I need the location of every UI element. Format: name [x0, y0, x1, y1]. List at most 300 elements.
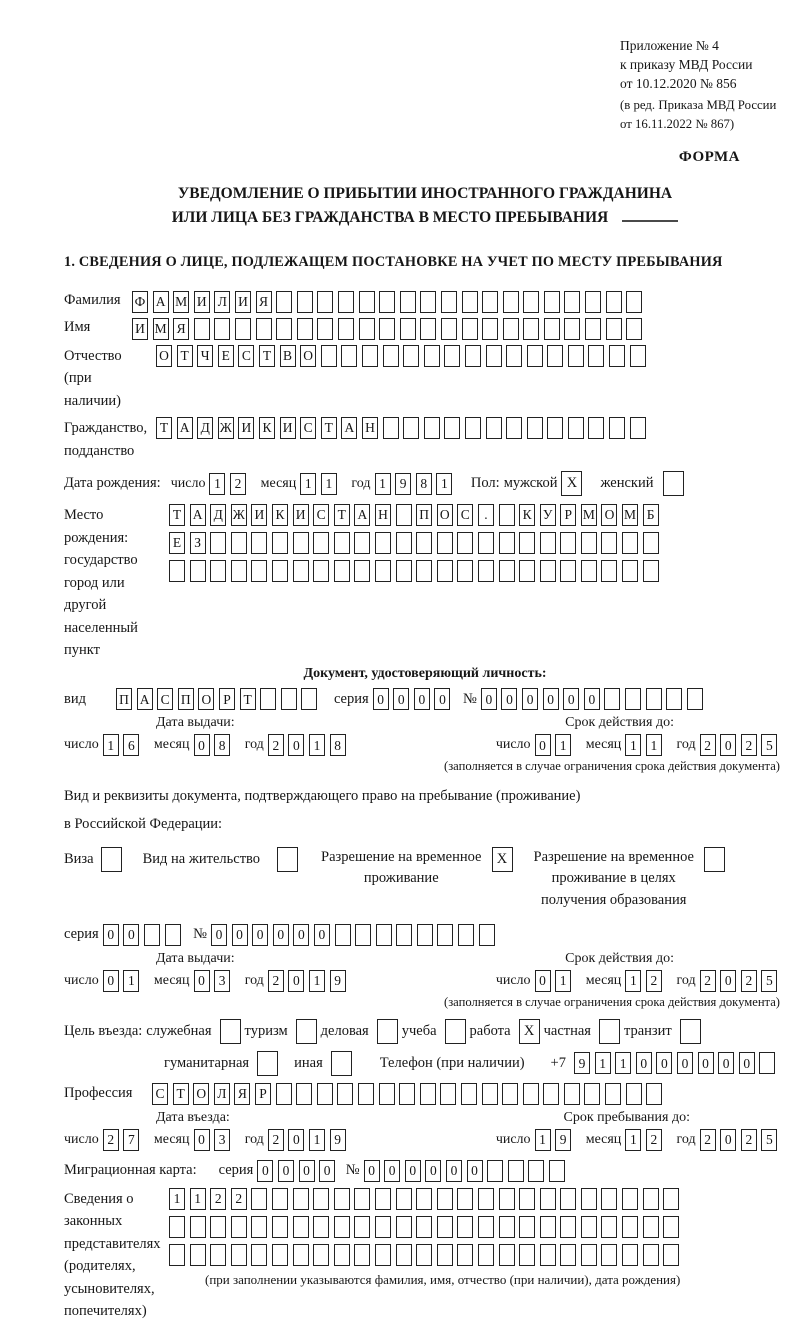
- char-cell[interactable]: [210, 1216, 226, 1238]
- char-cell[interactable]: 0: [563, 688, 579, 710]
- char-cell[interactable]: 1: [625, 970, 641, 992]
- char-cell[interactable]: 2: [230, 473, 246, 495]
- char-cell[interactable]: 0: [543, 688, 559, 710]
- visa-checkbox[interactable]: [101, 847, 122, 872]
- char-cell[interactable]: [416, 560, 432, 582]
- char-cell[interactable]: 1: [300, 473, 316, 495]
- char-cell[interactable]: .: [478, 504, 494, 526]
- char-cell[interactable]: [585, 291, 601, 313]
- char-cell[interactable]: Я: [256, 291, 272, 313]
- char-cell[interactable]: [194, 318, 210, 340]
- char-cell[interactable]: 0: [698, 1052, 714, 1074]
- char-cell[interactable]: И: [293, 504, 309, 526]
- char-cell[interactable]: [528, 1160, 544, 1182]
- char-cell[interactable]: [437, 560, 453, 582]
- char-cell[interactable]: Р: [560, 504, 576, 526]
- char-cell[interactable]: [519, 532, 535, 554]
- char-cell[interactable]: З: [190, 532, 206, 554]
- char-cell[interactable]: [560, 1188, 576, 1210]
- char-cell[interactable]: 0: [299, 1160, 315, 1182]
- char-cell[interactable]: У: [540, 504, 556, 526]
- char-cell[interactable]: Т: [156, 417, 172, 439]
- char-cell[interactable]: Р: [219, 688, 235, 710]
- char-cell[interactable]: [338, 318, 354, 340]
- char-cell[interactable]: [626, 291, 642, 313]
- char-cell[interactable]: [214, 318, 230, 340]
- female-checkbox[interactable]: [663, 471, 684, 496]
- char-cell[interactable]: [276, 291, 292, 313]
- char-cell[interactable]: [256, 318, 272, 340]
- char-cell[interactable]: А: [153, 291, 169, 313]
- char-cell[interactable]: [663, 1188, 679, 1210]
- char-cell[interactable]: 0: [446, 1160, 462, 1182]
- char-cell[interactable]: Н: [375, 504, 391, 526]
- char-cell[interactable]: [581, 560, 597, 582]
- char-cell[interactable]: 0: [384, 1160, 400, 1182]
- char-cell[interactable]: [251, 532, 267, 554]
- char-cell[interactable]: [560, 1216, 576, 1238]
- char-cell[interactable]: [272, 1244, 288, 1266]
- char-cell[interactable]: [626, 1083, 642, 1105]
- char-cell[interactable]: С: [238, 345, 254, 367]
- char-cell[interactable]: [487, 1160, 503, 1182]
- temp-residence-checkbox[interactable]: X: [492, 847, 513, 872]
- char-cell[interactable]: [297, 291, 313, 313]
- char-cell[interactable]: [379, 1083, 395, 1105]
- char-cell[interactable]: [444, 417, 460, 439]
- char-cell[interactable]: [465, 345, 481, 367]
- char-cell[interactable]: 1: [190, 1188, 206, 1210]
- char-cell[interactable]: [437, 1188, 453, 1210]
- char-cell[interactable]: [519, 1244, 535, 1266]
- char-cell[interactable]: Р: [255, 1083, 271, 1105]
- char-cell[interactable]: 0: [405, 1160, 421, 1182]
- char-cell[interactable]: 0: [364, 1160, 380, 1182]
- char-cell[interactable]: [375, 1188, 391, 1210]
- char-cell[interactable]: 2: [646, 1129, 662, 1151]
- char-cell[interactable]: О: [198, 688, 214, 710]
- char-cell[interactable]: [416, 532, 432, 554]
- char-cell[interactable]: [396, 560, 412, 582]
- char-cell[interactable]: [354, 1244, 370, 1266]
- char-cell[interactable]: 0: [288, 970, 304, 992]
- char-cell[interactable]: О: [437, 504, 453, 526]
- char-cell[interactable]: 0: [501, 688, 517, 710]
- residence-permit-checkbox[interactable]: [277, 847, 298, 872]
- char-cell[interactable]: С: [157, 688, 173, 710]
- char-cell[interactable]: 9: [395, 473, 411, 495]
- char-cell[interactable]: Т: [177, 345, 193, 367]
- char-cell[interactable]: Ж: [231, 504, 247, 526]
- char-cell[interactable]: [396, 1216, 412, 1238]
- char-cell[interactable]: [506, 345, 522, 367]
- char-cell[interactable]: 0: [278, 1160, 294, 1182]
- char-cell[interactable]: Н: [362, 417, 378, 439]
- char-cell[interactable]: [399, 1083, 415, 1105]
- char-cell[interactable]: 5: [761, 970, 777, 992]
- char-cell[interactable]: [581, 532, 597, 554]
- char-cell[interactable]: Я: [173, 318, 189, 340]
- char-cell[interactable]: [210, 560, 226, 582]
- char-cell[interactable]: 0: [434, 688, 450, 710]
- char-cell[interactable]: [499, 1188, 515, 1210]
- char-cell[interactable]: 1: [209, 473, 225, 495]
- char-cell[interactable]: 8: [330, 734, 346, 756]
- char-cell[interactable]: 5: [761, 734, 777, 756]
- char-cell[interactable]: П: [178, 688, 194, 710]
- char-cell[interactable]: [334, 560, 350, 582]
- char-cell[interactable]: [440, 1083, 456, 1105]
- char-cell[interactable]: Т: [259, 345, 275, 367]
- char-cell[interactable]: [313, 1188, 329, 1210]
- char-cell[interactable]: Я: [234, 1083, 250, 1105]
- char-cell[interactable]: [462, 291, 478, 313]
- char-cell[interactable]: 2: [700, 1129, 716, 1151]
- char-cell[interactable]: Т: [321, 417, 337, 439]
- char-cell[interactable]: [540, 532, 556, 554]
- char-cell[interactable]: [441, 318, 457, 340]
- char-cell[interactable]: [478, 532, 494, 554]
- char-cell[interactable]: [276, 318, 292, 340]
- char-cell[interactable]: [396, 924, 412, 946]
- char-cell[interactable]: [334, 532, 350, 554]
- char-cell[interactable]: [321, 345, 337, 367]
- char-cell[interactable]: [540, 1216, 556, 1238]
- char-cell[interactable]: [601, 1188, 617, 1210]
- char-cell[interactable]: [420, 1083, 436, 1105]
- char-cell[interactable]: [604, 688, 620, 710]
- char-cell[interactable]: [417, 924, 433, 946]
- char-cell[interactable]: 1: [309, 734, 325, 756]
- char-cell[interactable]: 8: [214, 734, 230, 756]
- purpose-official-checkbox[interactable]: [220, 1019, 241, 1044]
- char-cell[interactable]: [478, 1188, 494, 1210]
- char-cell[interactable]: [462, 318, 478, 340]
- purpose-humanitarian-checkbox[interactable]: [257, 1051, 278, 1076]
- char-cell[interactable]: [502, 1083, 518, 1105]
- char-cell[interactable]: 0: [194, 734, 210, 756]
- char-cell[interactable]: [499, 532, 515, 554]
- char-cell[interactable]: 0: [288, 1129, 304, 1151]
- char-cell[interactable]: [354, 560, 370, 582]
- char-cell[interactable]: [519, 1188, 535, 1210]
- char-cell[interactable]: Ч: [197, 345, 213, 367]
- char-cell[interactable]: [337, 1083, 353, 1105]
- char-cell[interactable]: [625, 688, 641, 710]
- char-cell[interactable]: 0: [314, 924, 330, 946]
- char-cell[interactable]: [165, 924, 181, 946]
- char-cell[interactable]: [601, 532, 617, 554]
- char-cell[interactable]: [251, 560, 267, 582]
- char-cell[interactable]: [540, 560, 556, 582]
- char-cell[interactable]: [317, 1083, 333, 1105]
- char-cell[interactable]: [646, 688, 662, 710]
- char-cell[interactable]: Е: [169, 532, 185, 554]
- char-cell[interactable]: [375, 1216, 391, 1238]
- char-cell[interactable]: [630, 345, 646, 367]
- char-cell[interactable]: [478, 560, 494, 582]
- char-cell[interactable]: [666, 688, 682, 710]
- char-cell[interactable]: [313, 1244, 329, 1266]
- char-cell[interactable]: [296, 1083, 312, 1105]
- char-cell[interactable]: 9: [574, 1052, 590, 1074]
- char-cell[interactable]: 0: [481, 688, 497, 710]
- char-cell[interactable]: Д: [197, 417, 213, 439]
- char-cell[interactable]: [375, 532, 391, 554]
- char-cell[interactable]: [169, 1244, 185, 1266]
- char-cell[interactable]: 3: [214, 1129, 230, 1151]
- char-cell[interactable]: 0: [252, 924, 268, 946]
- char-cell[interactable]: [383, 417, 399, 439]
- char-cell[interactable]: О: [193, 1083, 209, 1105]
- char-cell[interactable]: 1: [169, 1188, 185, 1210]
- char-cell[interactable]: [420, 318, 436, 340]
- char-cell[interactable]: 2: [231, 1188, 247, 1210]
- char-cell[interactable]: [544, 318, 560, 340]
- char-cell[interactable]: Б: [643, 504, 659, 526]
- char-cell[interactable]: 0: [425, 1160, 441, 1182]
- char-cell[interactable]: 1: [375, 473, 391, 495]
- char-cell[interactable]: [458, 924, 474, 946]
- char-cell[interactable]: С: [457, 504, 473, 526]
- char-cell[interactable]: [503, 291, 519, 313]
- char-cell[interactable]: [588, 345, 604, 367]
- char-cell[interactable]: [293, 1216, 309, 1238]
- char-cell[interactable]: [231, 1244, 247, 1266]
- char-cell[interactable]: [479, 924, 495, 946]
- char-cell[interactable]: [335, 924, 351, 946]
- char-cell[interactable]: [540, 1188, 556, 1210]
- char-cell[interactable]: [606, 291, 622, 313]
- char-cell[interactable]: [313, 560, 329, 582]
- purpose-private-checkbox[interactable]: [599, 1019, 620, 1044]
- char-cell[interactable]: [437, 924, 453, 946]
- char-cell[interactable]: [581, 1216, 597, 1238]
- char-cell[interactable]: А: [177, 417, 193, 439]
- char-cell[interactable]: [564, 291, 580, 313]
- char-cell[interactable]: [260, 688, 276, 710]
- char-cell[interactable]: М: [153, 318, 169, 340]
- char-cell[interactable]: [609, 345, 625, 367]
- char-cell[interactable]: 0: [720, 970, 736, 992]
- char-cell[interactable]: [376, 924, 392, 946]
- char-cell[interactable]: И: [235, 291, 251, 313]
- char-cell[interactable]: [437, 1216, 453, 1238]
- char-cell[interactable]: 0: [535, 970, 551, 992]
- char-cell[interactable]: 1: [555, 970, 571, 992]
- char-cell[interactable]: 5: [761, 1129, 777, 1151]
- char-cell[interactable]: [601, 560, 617, 582]
- char-cell[interactable]: [643, 1244, 659, 1266]
- char-cell[interactable]: [646, 1083, 662, 1105]
- char-cell[interactable]: 0: [414, 688, 430, 710]
- purpose-other-checkbox[interactable]: [331, 1051, 352, 1076]
- char-cell[interactable]: [169, 560, 185, 582]
- char-cell[interactable]: 1: [615, 1052, 631, 1074]
- char-cell[interactable]: [276, 1083, 292, 1105]
- char-cell[interactable]: [231, 560, 247, 582]
- char-cell[interactable]: [210, 532, 226, 554]
- char-cell[interactable]: 0: [211, 924, 227, 946]
- char-cell[interactable]: [687, 688, 703, 710]
- char-cell[interactable]: [231, 532, 247, 554]
- char-cell[interactable]: И: [280, 417, 296, 439]
- char-cell[interactable]: [383, 345, 399, 367]
- char-cell[interactable]: [437, 1244, 453, 1266]
- purpose-study-checkbox[interactable]: [445, 1019, 466, 1044]
- char-cell[interactable]: [643, 532, 659, 554]
- char-cell[interactable]: [601, 1244, 617, 1266]
- char-cell[interactable]: [457, 1244, 473, 1266]
- char-cell[interactable]: [622, 1216, 638, 1238]
- char-cell[interactable]: [169, 1216, 185, 1238]
- char-cell[interactable]: 2: [646, 970, 662, 992]
- char-cell[interactable]: [272, 1216, 288, 1238]
- char-cell[interactable]: 0: [636, 1052, 652, 1074]
- char-cell[interactable]: [508, 1160, 524, 1182]
- purpose-work-checkbox[interactable]: X: [519, 1019, 540, 1044]
- edu-residence-checkbox[interactable]: [704, 847, 725, 872]
- char-cell[interactable]: [403, 417, 419, 439]
- char-cell[interactable]: 1: [103, 734, 119, 756]
- char-cell[interactable]: [523, 318, 539, 340]
- char-cell[interactable]: 2: [700, 970, 716, 992]
- char-cell[interactable]: [499, 560, 515, 582]
- char-cell[interactable]: [663, 1244, 679, 1266]
- char-cell[interactable]: 0: [273, 924, 289, 946]
- char-cell[interactable]: [235, 318, 251, 340]
- char-cell[interactable]: [544, 291, 560, 313]
- char-cell[interactable]: А: [341, 417, 357, 439]
- char-cell[interactable]: Л: [214, 291, 230, 313]
- char-cell[interactable]: Т: [173, 1083, 189, 1105]
- char-cell[interactable]: 2: [103, 1129, 119, 1151]
- char-cell[interactable]: 0: [535, 734, 551, 756]
- char-cell[interactable]: 0: [123, 924, 139, 946]
- char-cell[interactable]: 0: [720, 1129, 736, 1151]
- char-cell[interactable]: [547, 345, 563, 367]
- char-cell[interactable]: [355, 924, 371, 946]
- char-cell[interactable]: 1: [555, 734, 571, 756]
- char-cell[interactable]: [424, 417, 440, 439]
- char-cell[interactable]: [543, 1083, 559, 1105]
- char-cell[interactable]: 1: [535, 1129, 551, 1151]
- char-cell[interactable]: 0: [522, 688, 538, 710]
- char-cell[interactable]: [499, 1244, 515, 1266]
- char-cell[interactable]: [560, 1244, 576, 1266]
- char-cell[interactable]: 1: [646, 734, 662, 756]
- char-cell[interactable]: 1: [625, 734, 641, 756]
- char-cell[interactable]: [663, 1216, 679, 1238]
- char-cell[interactable]: [400, 318, 416, 340]
- char-cell[interactable]: 1: [309, 970, 325, 992]
- char-cell[interactable]: [478, 1244, 494, 1266]
- char-cell[interactable]: 2: [700, 734, 716, 756]
- char-cell[interactable]: 1: [123, 970, 139, 992]
- char-cell[interactable]: [334, 1244, 350, 1266]
- char-cell[interactable]: 2: [268, 1129, 284, 1151]
- char-cell[interactable]: [375, 560, 391, 582]
- char-cell[interactable]: 0: [194, 1129, 210, 1151]
- char-cell[interactable]: [416, 1188, 432, 1210]
- char-cell[interactable]: [622, 532, 638, 554]
- char-cell[interactable]: [609, 417, 625, 439]
- char-cell[interactable]: 1: [625, 1129, 641, 1151]
- char-cell[interactable]: [547, 417, 563, 439]
- char-cell[interactable]: [317, 291, 333, 313]
- char-cell[interactable]: [251, 1188, 267, 1210]
- char-cell[interactable]: [630, 417, 646, 439]
- char-cell[interactable]: [301, 688, 317, 710]
- char-cell[interactable]: 6: [123, 734, 139, 756]
- char-cell[interactable]: 0: [319, 1160, 335, 1182]
- char-cell[interactable]: 3: [214, 970, 230, 992]
- char-cell[interactable]: [334, 1216, 350, 1238]
- char-cell[interactable]: [519, 560, 535, 582]
- char-cell[interactable]: 0: [656, 1052, 672, 1074]
- char-cell[interactable]: [251, 1216, 267, 1238]
- char-cell[interactable]: 0: [718, 1052, 734, 1074]
- char-cell[interactable]: 0: [677, 1052, 693, 1074]
- char-cell[interactable]: [338, 291, 354, 313]
- char-cell[interactable]: П: [116, 688, 132, 710]
- char-cell[interactable]: [293, 1244, 309, 1266]
- char-cell[interactable]: [643, 1216, 659, 1238]
- char-cell[interactable]: [297, 318, 313, 340]
- char-cell[interactable]: 9: [330, 1129, 346, 1151]
- char-cell[interactable]: А: [190, 504, 206, 526]
- char-cell[interactable]: [293, 560, 309, 582]
- char-cell[interactable]: [444, 345, 460, 367]
- char-cell[interactable]: 0: [103, 970, 119, 992]
- char-cell[interactable]: 0: [467, 1160, 483, 1182]
- char-cell[interactable]: [293, 1188, 309, 1210]
- char-cell[interactable]: К: [272, 504, 288, 526]
- char-cell[interactable]: [317, 318, 333, 340]
- char-cell[interactable]: Т: [169, 504, 185, 526]
- char-cell[interactable]: И: [251, 504, 267, 526]
- char-cell[interactable]: К: [259, 417, 275, 439]
- char-cell[interactable]: [313, 1216, 329, 1238]
- char-cell[interactable]: 0: [293, 924, 309, 946]
- char-cell[interactable]: [568, 345, 584, 367]
- char-cell[interactable]: [622, 560, 638, 582]
- char-cell[interactable]: В: [280, 345, 296, 367]
- char-cell[interactable]: [379, 318, 395, 340]
- char-cell[interactable]: [549, 1160, 565, 1182]
- char-cell[interactable]: [437, 532, 453, 554]
- char-cell[interactable]: О: [300, 345, 316, 367]
- char-cell[interactable]: [581, 1188, 597, 1210]
- char-cell[interactable]: 2: [210, 1188, 226, 1210]
- char-cell[interactable]: [478, 1216, 494, 1238]
- purpose-tourism-checkbox[interactable]: [296, 1019, 317, 1044]
- char-cell[interactable]: [359, 318, 375, 340]
- char-cell[interactable]: [588, 417, 604, 439]
- char-cell[interactable]: О: [156, 345, 172, 367]
- char-cell[interactable]: [354, 532, 370, 554]
- char-cell[interactable]: О: [601, 504, 617, 526]
- char-cell[interactable]: [396, 504, 412, 526]
- char-cell[interactable]: [354, 1188, 370, 1210]
- char-cell[interactable]: [482, 1083, 498, 1105]
- char-cell[interactable]: [523, 291, 539, 313]
- char-cell[interactable]: 0: [194, 970, 210, 992]
- char-cell[interactable]: [643, 560, 659, 582]
- purpose-business-checkbox[interactable]: [377, 1019, 398, 1044]
- char-cell[interactable]: [441, 291, 457, 313]
- char-cell[interactable]: [190, 560, 206, 582]
